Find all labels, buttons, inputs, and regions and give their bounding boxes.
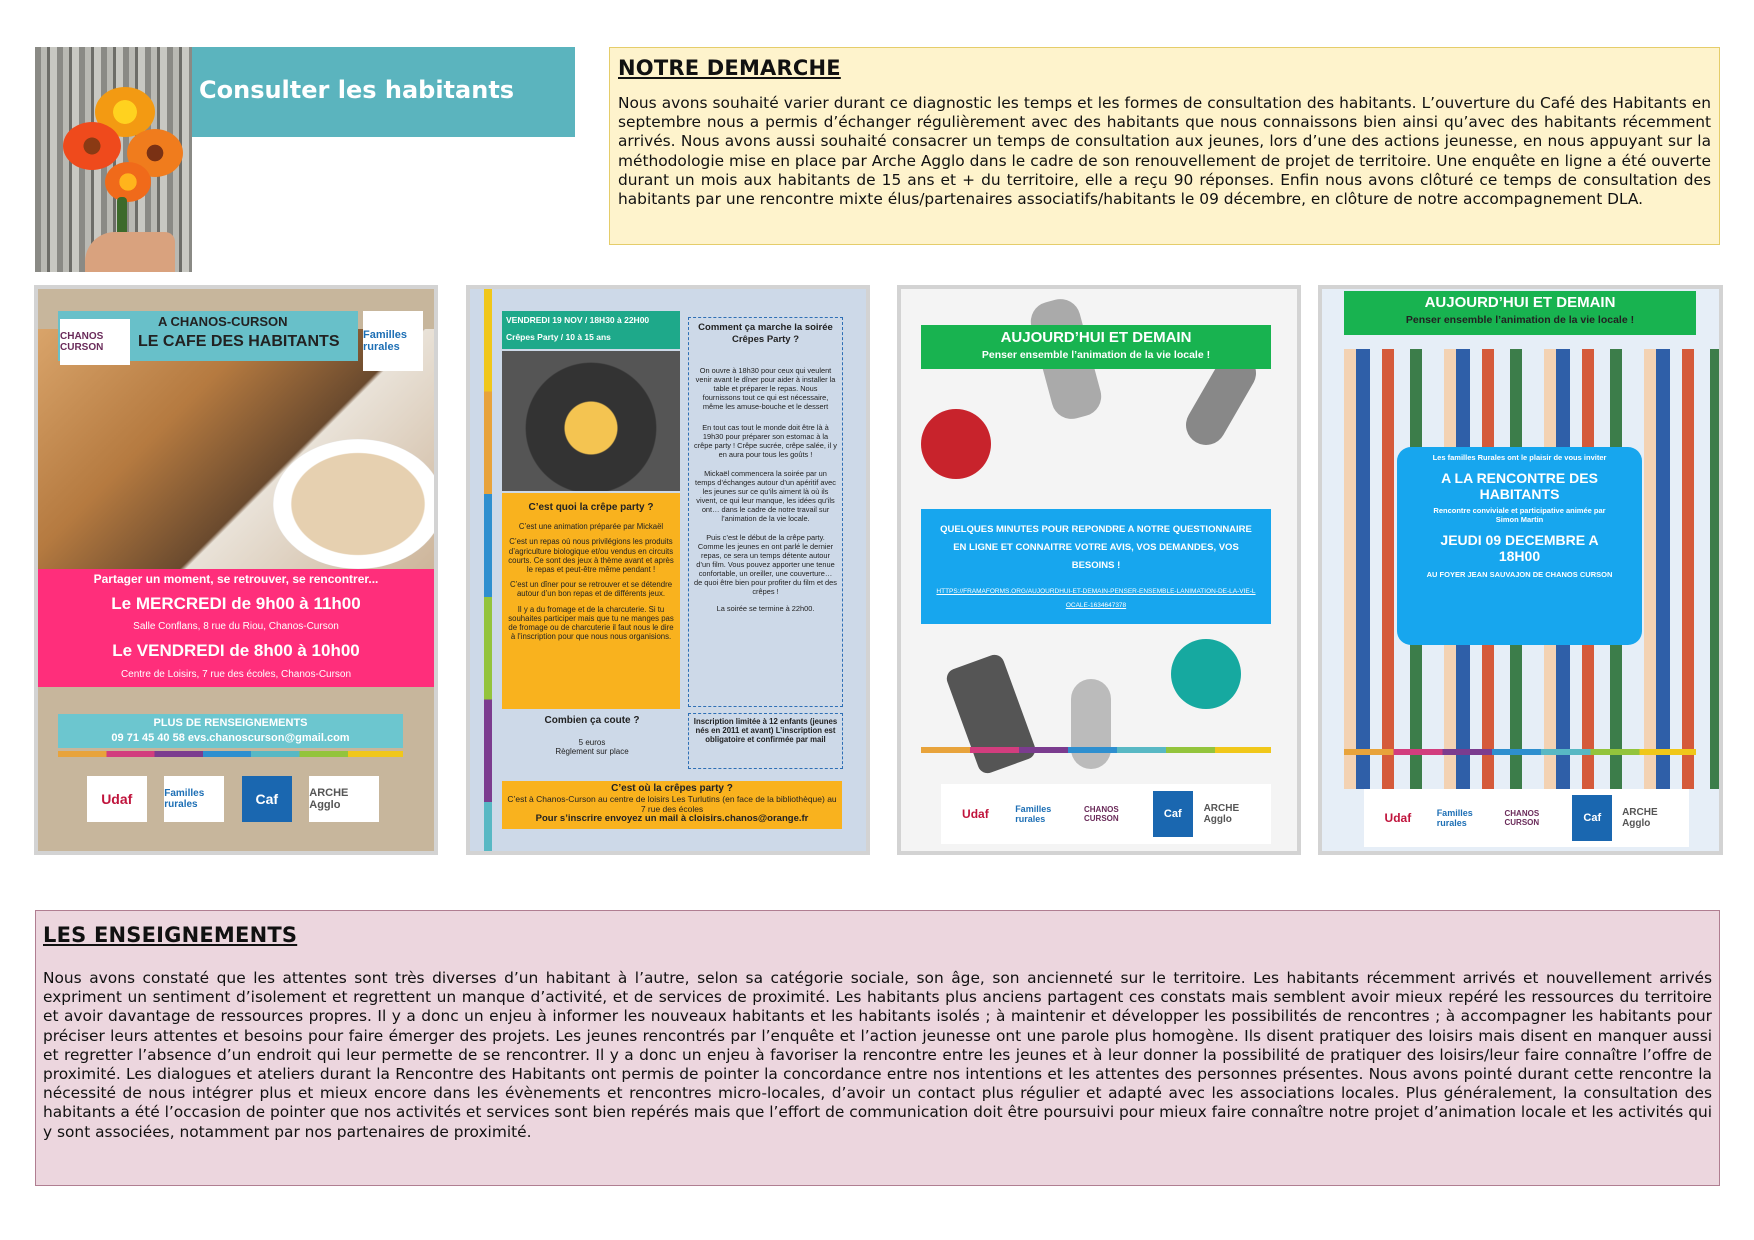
lessons-text: Nous avons constaté que les attentes sont très diverses d’un habitant à l’autre, selon sa catégorie sociale, son âge, son ancienneté sur le territoire. Les habitants récemment arrivés et nouvellement arrivés expriment un sentiment d’isolement et regrettent un manque d’activité, et de services de proximité. Les habitants plus anciens partagent ces constats mais semblent avoir mieux repéré les ressources du territoire et avoir davantage de ressources propres. Il y a donc un enjeu à informer les nouveaux habitants et les habitants isolés ; à maintenir et développer les possibilités de rencontres ; à accompagner les habitants pour préciser leurs attentes et besoins pour faire émerger des projets. Les jeunes rencontrés par l’enquête et l’action jeunesse ont une parole plus homogène. Ils disent pratiquer des loisirs mais disent en manquer aussi et regretter l’absence d’un endroit qui leur permette de se rencontrer. Il y a donc un enjeu à favoriser la rencontre entre les jeunes et à leur donner la possibilité de pratiquer des loisirs/leur faire connaître l’offre de proximité. Les dialogues et ateliers durant la Rencontre des Habitants ont permis de pointer la concordance entre nos intentions et les attentes des personnes présentes. Nous avons pointé durant cette rencontre la nécessité de nous intégrer plus et mieux encore dans les évènements et rencontres micro-locales, d’avoir un contact plus régulier et adapté avec les associations locales. Plus généralement, la consultation des habitants a été l’occasion de pointer que nos activités et services sont bien repérés mais que l’effort de communication doit être poursuivi pour mieux faire connaître notre projet d’animation locale et les activités qui y sont associées, notamment par nos partenaires de proximité. xyxy=(43,969,1712,1141)
poster2-a1: On ouvre à 18h30 pour ceux qui veulent venir avant le dîner pour aider à installer la table et préparer le repas. Nous fournissons tout ce qui est nécessaire, même les amuse-bouche et le dessert xyxy=(695,366,836,411)
poster2-where-box xyxy=(502,781,842,829)
logo-chanos-curson: CHANOS CURSON xyxy=(1083,805,1119,823)
poster2-a3: 5 euros xyxy=(578,738,606,747)
poster4-place: AU FOYER JEAN SAUVAJON DE CHANOS CURSON xyxy=(1426,570,1613,579)
microphone-image xyxy=(1171,639,1241,709)
poster1-when2: Le VENDREDI de 8h00 à 10h00 xyxy=(112,641,360,660)
hand-image xyxy=(85,232,175,272)
poster4-date: JEUDI 09 DECEMBRE A 18H00 xyxy=(1440,532,1599,564)
poster2-limit: Inscription limitée à 12 enfants (jeunes nés en 2011 et avant) L’inscription est obligatoire et confirmée par mail xyxy=(688,713,843,769)
poster2-q1: Comment ça marche la soirée Crêpes Party ? xyxy=(698,322,833,345)
poster2-q3: Combien ça coute ? xyxy=(544,715,640,726)
poster4-info-box xyxy=(1397,447,1642,645)
poster2-date: VENDREDI 19 NOV / 18H30 à 22H00 xyxy=(506,315,650,325)
poster1-when1: Le MERCREDI de 9h00 à 11h00 xyxy=(111,594,361,613)
poster1-info-title: PLUS DE RENSEIGNEMENTS xyxy=(153,717,308,729)
flower-image xyxy=(63,122,121,170)
poster-questionnaire xyxy=(897,285,1301,855)
coffee-cup-image xyxy=(273,439,438,569)
poster2-a2c: C’est un dîner pour se retrouver et se détendre autour d’un bon repas et de différents jeux. xyxy=(509,580,673,599)
poster4-logos xyxy=(1364,789,1689,847)
poster2-a4b: Pour s’inscrire envoyez un mail à cloisirs.chanos@orange.fr xyxy=(535,813,809,824)
poster4-desc: Rencontre conviviale et participative animée par Simon Martin xyxy=(1433,506,1606,524)
poster3-url-link[interactable]: HTTPS://FRAMAFORMS.ORG/AUJOURDHUI-ET-DEMAIN-PENSER-ENSEMBLE-LANIMATION-DE-LA-VIE-LOCALE-1634647378 xyxy=(936,588,1256,609)
logo-arche-agglo: ARCHE Agglo xyxy=(1622,807,1658,829)
poster2-how-box xyxy=(688,317,843,707)
poster2-what-box xyxy=(502,493,680,709)
color-stripes xyxy=(58,751,403,757)
logo-chanos-curson: CHANOS CURSON xyxy=(60,319,130,365)
poster2-a2d: Il y a du fromage et de la charcuterie. Si tu souhaites participer mais que tu ne manges pas de fromage ou de charcuterie il faut nous le dire à l’inscription pour que nous nous organisions. xyxy=(508,604,674,642)
logo-udaf: Udaf xyxy=(87,776,147,822)
poster2-price-box xyxy=(502,713,682,773)
flower-image xyxy=(105,162,151,202)
logo-familles-rurales: Familles rurales xyxy=(164,776,224,822)
poster3-box-text: QUELQUES MINUTES POUR REPONDRE A NOTRE QUESTIONNAIRE EN LIGNE ET CONNAITRE VOTRE AVIS, VOS DEMANDES, VOS BESOINS ! xyxy=(940,524,1252,571)
logo-arche-agglo: ARCHE Agglo xyxy=(1203,803,1240,825)
poster-crepes-party xyxy=(466,285,870,855)
logo-chanos-curson: CHANOS CURSON xyxy=(1504,809,1540,827)
crepe-photo xyxy=(502,351,680,491)
logo-familles-rurales: Familles rurales xyxy=(363,311,423,371)
poster2-a4: C’est à Chanos-Curson au centre de loisirs Les Turlutins (en face de la bibliothèque) au 7 rue des écoles xyxy=(507,794,837,814)
poster4-subtitle: Penser ensemble l’animation de la vie locale ! xyxy=(1405,314,1635,326)
logo-arche-agglo: ARCHE Agglo xyxy=(309,776,379,822)
microphone-image xyxy=(1071,679,1111,769)
poster1-where2: Centre de Loisirs, 7 rue des écoles, Chanos-Curson xyxy=(120,669,352,680)
logo-caf: Caf xyxy=(1572,795,1612,841)
poster4-invite: Les familles Rurales ont le plaisir de vous inviter xyxy=(1432,453,1607,462)
poster2-a1d: Puis c’est le début de la crêpe party. Comme les jeunes en ont parlé le dernier repas, ce sera un temps détente autour d’un film. Vous pouvez apporter une tenue confortable, un oreiller, une couverture… de quoi être bien pour profiter du film et des crêpes ! xyxy=(694,533,837,596)
poster2-a3b: Règlement sur place xyxy=(555,747,629,756)
poster4-event: A LA RENCONTRE DES HABITANTS xyxy=(1441,470,1598,502)
poster2-a1c: Mickaël commencera la soirée par un temps d’échanges autour d’un apéritif avec les jeunes sur ce qu’ils aiment là où ils vivent, ce qui leur manque, les idées qu’ils ont… dans le cadre de notre travail sur l’animation de la vie locale. xyxy=(695,469,836,523)
poster3-info-box xyxy=(921,509,1271,624)
lessons-section xyxy=(35,910,1720,1186)
logo-udaf: Udaf xyxy=(962,807,989,821)
microphone-image xyxy=(921,409,991,479)
logo-udaf: Udaf xyxy=(1384,811,1412,825)
poster2-a1e: La soirée se termine à 22h00. xyxy=(716,604,815,613)
logo-familles-rurales: Familles rurales xyxy=(1015,804,1052,824)
poster-rencontre xyxy=(1318,285,1723,855)
poster1-info-contact: 09 71 45 40 58 evs.chanoscurson@gmail.com xyxy=(111,732,350,744)
poster3-title: AUJOURD’HUI ET DEMAIN xyxy=(1000,329,1192,346)
poster1-tagline: Partager un moment, se retrouver, se rencontrer... xyxy=(93,572,379,586)
poster3-subtitle: Penser ensemble l’animation de la vie locale ! xyxy=(981,349,1211,361)
color-side-stripe xyxy=(484,289,492,855)
poster2-a2b: C’est un repas où nous privilégions les produits d’agriculture biologique et/ou vendus en circuits courts. Ce sont des jeux à thème avant et après le repas et peut-être même pendant ! xyxy=(508,537,674,575)
demarche-title: NOTRE DEMARCHE xyxy=(618,56,841,80)
header-photo xyxy=(35,47,192,272)
lessons-title: LES ENSEIGNEMENTS xyxy=(43,923,298,947)
color-stripes xyxy=(1344,749,1696,755)
logo-caf: Caf xyxy=(1153,791,1193,837)
demarche-text: Nous avons souhaité varier durant ce diagnostic les temps et les formes de consultation des habitants. L’ouverture du Café des Habitants en septembre nous a permis d’échanger régulièrement avec des habitants que nous connaissons bien ainsi qu’avec des habitants récemment arrivés. Nous avons aussi souhaité consacrer un temps de consultation aux jeunes, lors d’une des actions jeunesse, en nous appuyant sur la méthodologie mise en place par Arche Agglo dans le cadre de son renouvellement de projet de territoire. Une enquête en ligne a été ouverte durant un mois aux habitants de 15 ans et + du territoire, elle a reçu 90 réponses. Enfin nous avons clôturé ce temps de consultation des habitants par une rencontre mixte élus/partenaires associatifs/habitants le 09 décembre, en clôture de notre accompagnement DLA. xyxy=(618,94,1711,209)
color-stripes xyxy=(921,747,1271,753)
poster2-event: Crêpes Party / 10 à 15 ans xyxy=(506,332,611,342)
poster1-where1: Salle Conflans, 8 rue du Riou, Chanos-Curson xyxy=(133,621,339,632)
poster1-logos xyxy=(78,769,388,829)
poster2-q2: C’est quoi la crêpe party ? xyxy=(528,502,654,513)
poster2-q4: C’est où la crêpes party ? xyxy=(611,783,733,794)
demarche-section xyxy=(609,47,1720,245)
poster3-logos xyxy=(941,784,1271,844)
poster2-a2: C’est une animation préparée par Mickaël xyxy=(518,522,664,532)
logo-caf: Caf xyxy=(242,776,292,822)
recorder-image xyxy=(944,652,1038,776)
poster1-place: A CHANOS-CURSON xyxy=(158,314,288,329)
poster1-title: LE CAFE DES HABITANTS xyxy=(138,333,340,350)
poster2-a1b: En tout cas tout le monde doit être là à 19h30 pour préparer son estomac à la crêpe party ! Crêpe sucrée, crêpe salée, il y en aura pour tous les goûts ! xyxy=(694,423,837,459)
page-title: Consulter les habitants xyxy=(199,76,515,104)
poster4-title: AUJOURD’HUI ET DEMAIN xyxy=(1424,294,1616,311)
poster-cafe-habitants xyxy=(34,285,438,855)
logo-familles-rurales: Familles rurales xyxy=(1436,808,1473,828)
